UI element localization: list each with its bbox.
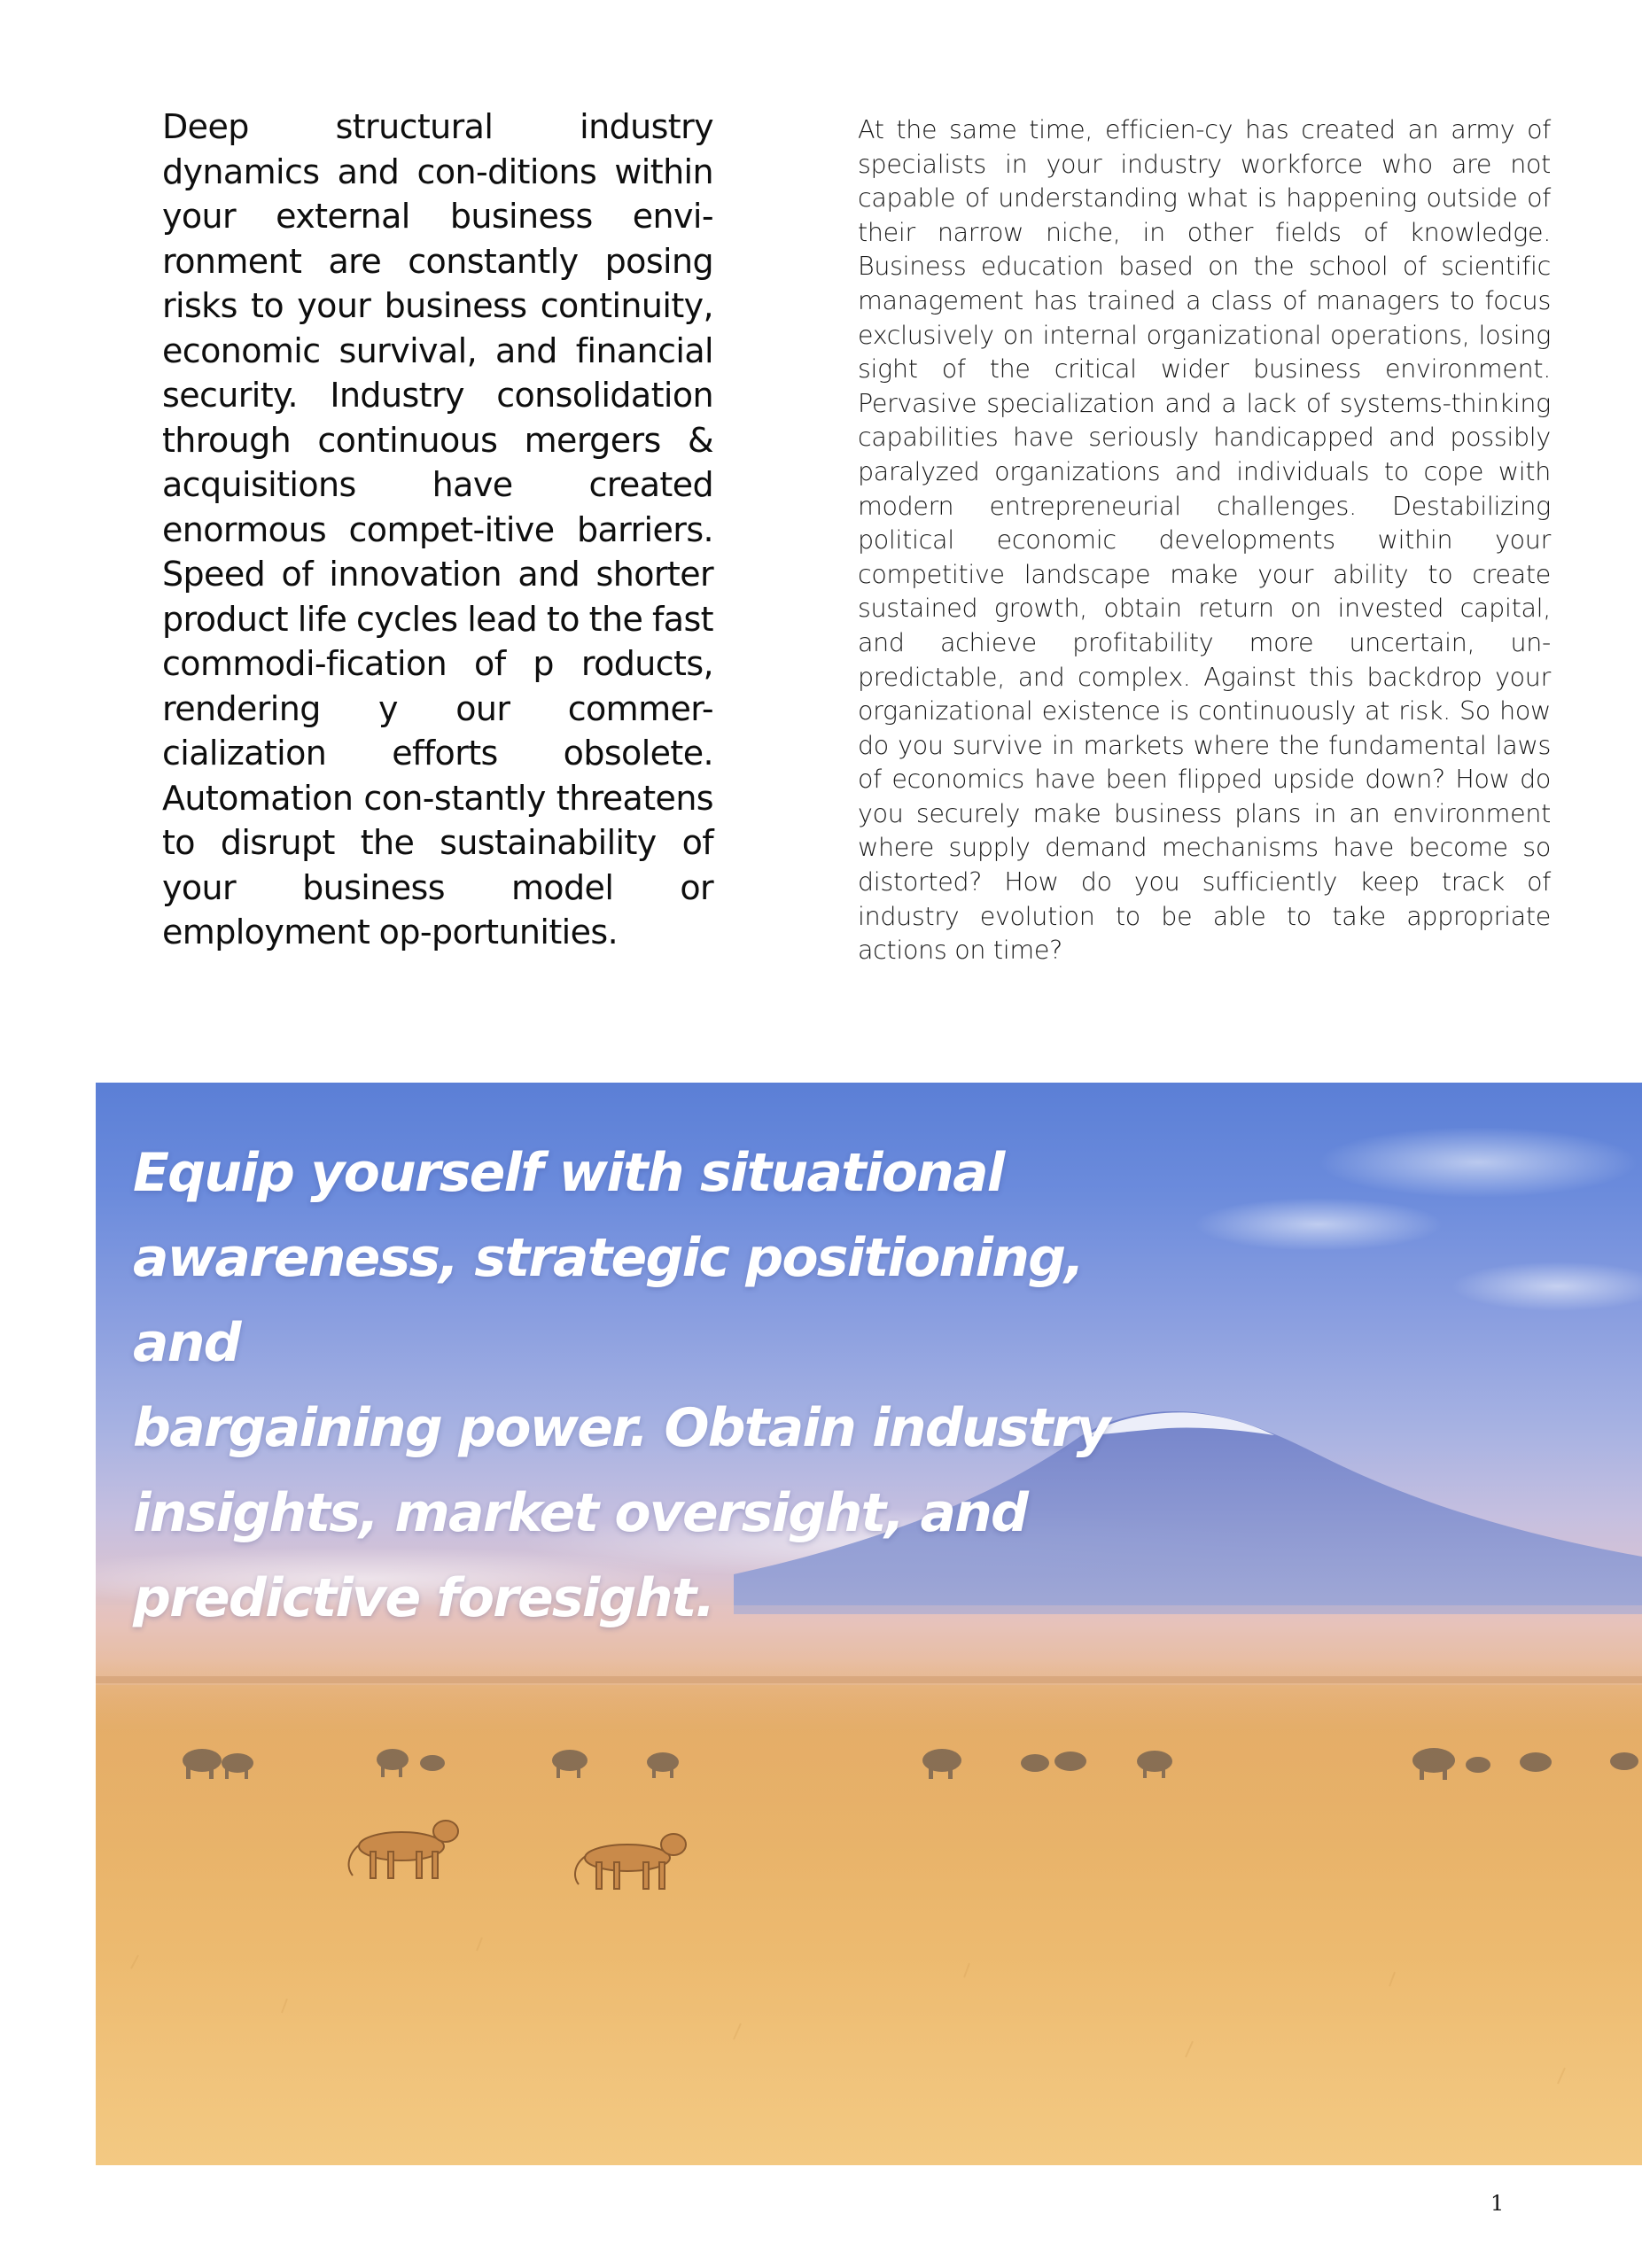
right-paragraph: At the same time, efficien-cy has created an army of specialists in your industry workforce who are not capable of understanding what is happening outside of their narrow niche, in other fields of knowledge. Business education based on the school of scientific management has trained a class of managers to focus exclusively on internal organizational operations, losing sight of the critical wider business environment. Pervasive specialization and a lack of systems-thinking capabilities have seriously handicapped and possibly paralyzed organizations and individuals to cope with modern entrepreneurial challenges. Destabilizing political economic developments within your competitive landscape make your ability to create sustained growth, obtain return on invested capital, and achieve profitability more uncertain, un-predictable, and complex. Against this backdrop your organizational existence is continuously at risk. So how do you survive in markets where the fundamental laws of economics have been flipped upside down? How do you securely make business plans in an environment where supply demand mechanisms have become so distorted? How do you sufficiently keep track of industry evolution to be able to take appropriate actions on time? <box>858 115 1551 966</box>
right-column-text <box>858 113 1551 968</box>
page-number: 1 <box>1490 2191 1505 2216</box>
hero-quote <box>133 1130 1196 1641</box>
hero-quote-line: bargaining power. Obtain industry <box>133 1397 1109 1459</box>
left-column-text <box>162 105 713 955</box>
hero-quote-line: Equip yourself with situational <box>133 1142 1004 1204</box>
left-paragraph: Deep structural industry dynamics and con-ditions within your external business envi-ronment are constantly posing risks to your business continuity, economic survival, and financial security. Industry consolidation through continuous mergers & acquisitions have created enormous compet-itive barriers. Speed of innovation and shorter product life cycles lead to the fast commodi-fication of p roducts, rendering y our commer-cialization efforts obsolete. Automation con-stantly threatens to disrupt the sustainability of your business model or employment op-portunities. <box>162 107 713 951</box>
hero-quote-line: awareness, strategic positioning, and <box>133 1227 1084 1374</box>
hero-quote-line: predictive foresight. <box>133 1567 714 1629</box>
hero-quote-line: insights, market oversight, and <box>133 1482 1028 1544</box>
hero-image-banner <box>96 1083 1642 2165</box>
